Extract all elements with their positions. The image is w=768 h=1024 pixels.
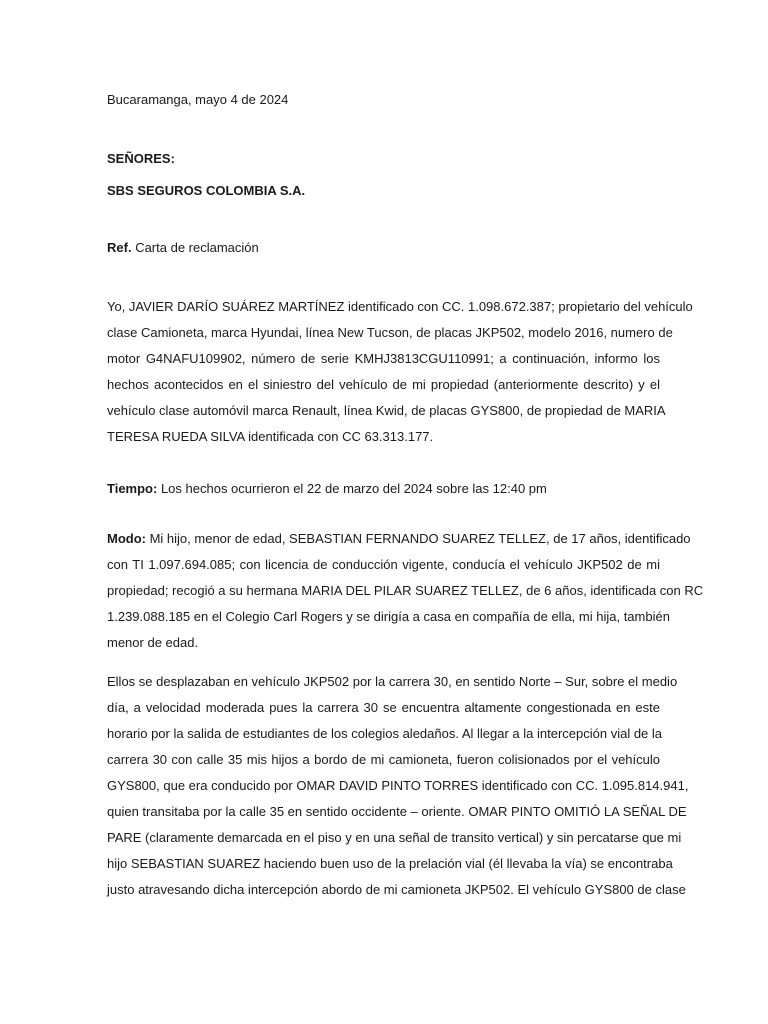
reference-text: Carta de reclamación — [135, 240, 259, 255]
recipient-company: SBS SEGUROS COLOMBIA S.A. — [107, 183, 306, 198]
modo-line-text: Mi hijo, menor de edad, SEBASTIAN FERNANDO SUAREZ TELLEZ, de 17 años, identificado — [145, 531, 691, 546]
intro-line: clase Camioneta, marca Hyundai, línea New Tucson, de placas JKP502, modelo 2016, numero de — [107, 325, 673, 340]
intro-paragraph — [107, 294, 693, 450]
modo-label: Modo: — [107, 531, 146, 546]
narrative-line: quien transitaba por la calle 35 en sentido occidente – oriente. OMAR PINTO OMITIÓ LA SEÑAL DE — [107, 804, 687, 819]
narrative-line: hijo SEBASTIAN SUAREZ haciendo buen uso de la prelación vial (él llevaba la vía) se encontraba — [107, 856, 673, 871]
modo-line: con TI 1.097.694.085; con licencia de conducción vigente, conducía el vehículo JKP502 de mi — [107, 557, 660, 572]
narrative-line: GYS800, que era conducido por OMAR DAVID PINTO TORRES identificado con CC. 1.095.814.941, — [107, 778, 689, 793]
narrative-line: PARE (claramente demarcada en el piso y en una señal de transito vertical) y sin percatarse que mi — [107, 830, 682, 845]
narrative-line: horario por la salida de estudiantes de los colegios aledaños. Al llegar a la intercepción vial de la — [107, 726, 663, 741]
narrative-line: Ellos se desplazaban en vehículo JKP502 por la carrera 30, en sentido Norte – Sur, sobre el medio — [107, 674, 678, 689]
salutation: SEÑORES: — [107, 151, 175, 166]
modo-line: propiedad; recogió a su hermana MARIA DEL PILAR SUAREZ TELLEZ, de 6 años, identificada con RC — [107, 583, 704, 598]
narrative-line: carrera 30 con calle 35 mis hijos a bordo de mi camioneta, fueron colisionados por el vehículo — [107, 752, 660, 767]
reference-label: Ref. — [107, 240, 132, 255]
intro-line: hechos acontecidos en el siniestro del vehículo de mi propiedad (anteriormente descrito) y el — [107, 377, 660, 392]
intro-line: TERESA RUEDA SILVA identificada con CC 63.313.177. — [107, 429, 434, 444]
intro-line: Yo, JAVIER DARÍO SUÁREZ MARTÍNEZ identificado con CC. 1.098.672.387; propietario del vehículo — [107, 299, 693, 314]
modo-line: menor de edad. — [107, 635, 199, 650]
intro-line: vehículo clase automóvil marca Renault, línea Kwid, de placas GYS800, de propiedad de MARIA — [107, 403, 666, 418]
modo-line: 1.239.088.185 en el Colegio Carl Rogers y se dirigía a casa en compañía de ella, mi hija, también — [107, 609, 670, 624]
tiempo-line — [107, 481, 547, 497]
place-date: Bucaramanga, mayo 4 de 2024 — [107, 92, 289, 107]
tiempo-text: Los hechos ocurrieron el 22 de marzo del 2024 sobre las 12:40 pm — [160, 481, 547, 496]
tiempo-label: Tiempo: — [107, 481, 158, 496]
narrative-line: día, a velocidad moderada pues la carrera 30 se encuentra altamente congestionada en este — [107, 700, 660, 715]
narrative-paragraph — [107, 669, 689, 903]
intro-line: motor G4NAFU109902, número de serie KMHJ3813CGU110991; a continuación, informo los — [107, 351, 660, 366]
modo-paragraph — [107, 526, 704, 656]
modo-line — [107, 526, 691, 552]
narrative-line: justo atravesando dicha intercepción abordo de mi camioneta JKP502. El vehículo GYS800 de clase — [107, 882, 686, 897]
reference-line — [107, 240, 259, 256]
